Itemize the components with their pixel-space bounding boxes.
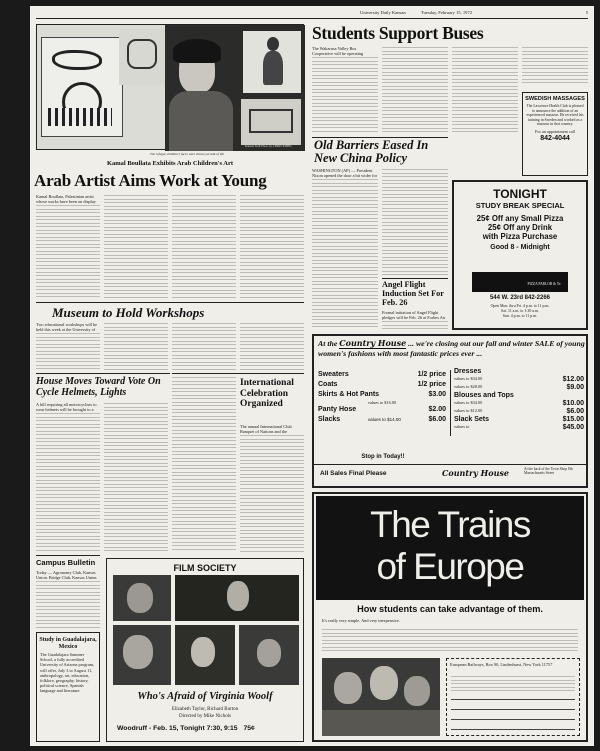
- arab-artist-col-2: [104, 194, 168, 298]
- photo-caption: Kamal Boullata Exhibits Arab Children's Art: [106, 160, 234, 167]
- angel-flight-headline: Angel Flight Induction Set For Feb. 26: [382, 280, 444, 307]
- ch-item-coats: Coats 1/2 price: [318, 381, 446, 388]
- intl-body-lead: The annual International Club Banquet of Nations and the: [240, 424, 292, 435]
- trains-coupon[interactable]: [446, 658, 580, 736]
- trains-body-lead: It's really very simple. And very inexpensive.: [322, 618, 400, 623]
- ch-dresses-price-2: values to $28.00 $9.00: [454, 384, 584, 391]
- children-art-drawing-bottom: [241, 99, 301, 145]
- guadalajara-ad: [36, 632, 100, 742]
- arab-artist-body-lead: Kamal Boullata, Palestinian artist whose works have been on display: [36, 194, 96, 205]
- swedish-title: SWEDISH MASSAGES: [525, 96, 585, 102]
- trains-title-panel: [316, 496, 584, 600]
- ch-stop-in: Stop in Today!!: [361, 454, 405, 460]
- children-art-drawing-left: [41, 37, 123, 137]
- masthead-rule: [36, 18, 588, 19]
- shakeys-deal-2: 25¢ Off any Drink: [487, 223, 553, 232]
- shakeys-open-1: Open Mon. thru Fri. 4 p.m. to 11 p.m.: [490, 304, 550, 308]
- ch-item-panty-hose: Panty Hose $2.00: [318, 406, 446, 414]
- trains-title-1: The Trains: [370, 504, 530, 545]
- campus-bulletin-body: Today — Agronomy Club, Kansas Union. Bridge Club, Kansas Union.: [36, 570, 98, 581]
- shakeys-deal-3: with Pizza Purchase: [482, 232, 558, 241]
- angel-flight-body: Formal initiation of Angel Flight pledges will be Feb. 26 at Forbes Air: [382, 310, 446, 321]
- artist-shoulders: [169, 91, 233, 151]
- guadalajara-body: The Guadalajara Summer School, a fully accredited University of Arizona program, will offer, July 3 to August 11, anthropology, art, education, folklore, geography, history, political science, Spanish language and literature.: [40, 652, 95, 694]
- museum-body-lead: Two educational workshops will be held this week at the University of: [36, 322, 98, 333]
- trains-coupon-address: European Railways, Box 90, Lindenhurst, New York 11757: [450, 662, 553, 667]
- arab-artist-col-3: [172, 194, 236, 298]
- film-society-ad: [106, 558, 304, 742]
- ch-blouses-price-1: values to $34.00 $10.00: [454, 400, 584, 407]
- masthead-paper: University Daily Kansan: [360, 10, 406, 15]
- swedish-phone: 842-4044: [540, 135, 570, 143]
- shakeys-tonight: TONIGHT: [493, 187, 547, 201]
- masthead-date: Tuesday, February 15, 1972: [420, 10, 473, 15]
- ch-dresses-price-1: values to $34.00 $12.00: [454, 376, 584, 383]
- ch-slack-sets: Slack Sets $15.00: [454, 416, 584, 423]
- ch-item-sweaters: Sweaters 1/2 price: [318, 371, 446, 378]
- trains-of-europe-ad: [312, 492, 588, 742]
- ch-item-slacks: Slacks values to $14.00 $6.00: [318, 416, 446, 424]
- children-art-drawing-top: [119, 29, 165, 85]
- film-showing: [117, 725, 301, 732]
- film-still-4: [175, 625, 235, 685]
- masthead-page-number: 5: [585, 10, 588, 15]
- country-house-ad: [312, 334, 588, 488]
- helmet-headline: House Moves Toward Vote On Cycle Helmets, Lights: [36, 376, 161, 398]
- ch-blouses-price-2: values to $12.00 $6.00: [454, 408, 584, 415]
- trains-subhead: How students can take advantage of them.: [357, 604, 543, 614]
- coupon-field-name[interactable]: [451, 699, 575, 700]
- arab-artist-col-1: [36, 204, 100, 298]
- museum-headline: Museum to Hold Workshops: [52, 305, 205, 320]
- country-house-logo: Country House: [339, 338, 407, 348]
- shakeys-event: STUDY BREAK SPECIAL: [475, 201, 565, 210]
- artist-hair: [173, 39, 221, 63]
- photo-credit: Kansan Staff Photo by CHRIS JOHNS: [245, 144, 292, 148]
- buses-body-lead: The Wakarusa Valley Bus Cooperative will be operating: [312, 46, 364, 57]
- shakeys-address: 544 W. 23rd 842-2266: [489, 295, 551, 301]
- shakeys-open-3: Sun. 4 p.m. to 11 p.m.: [502, 314, 538, 318]
- ch-location: At the back of the Town Shop 8th Massachusetts Street: [524, 467, 573, 476]
- ch-item-skirts: Skirts & Hot Pants $3.00: [318, 391, 446, 398]
- film-still-3: [113, 625, 171, 685]
- helmet-body-lead: A bill requiring all motorcyclists to wear helmets will be brought to a: [36, 402, 97, 413]
- masthead: [360, 10, 588, 15]
- country-house-left-list: [318, 370, 446, 425]
- shakeys-logo-text: SHAKEY'S: [476, 277, 522, 287]
- film-still-5: [239, 625, 299, 685]
- country-house-lead: [318, 339, 586, 358]
- film-price: 75¢: [243, 725, 255, 732]
- ch-skirts-value: values to $16.00: [367, 400, 397, 405]
- photo-note: The refugee children's faces were drawn yet talk of life: [150, 152, 225, 156]
- ch-dresses: Dresses: [454, 368, 482, 375]
- shakeys-hours: Good 8 - Midnight: [490, 244, 550, 251]
- coupon-field-school[interactable]: [451, 729, 575, 730]
- trains-title-2: of Europe: [376, 546, 524, 587]
- swedish-body: The Lawrence Health Club is pleased to announce the addition of an experienced masseur. He received his training in Sweden and worked as a masseur in that country.: [526, 104, 584, 127]
- china-dateline: WASHINGTON (AP) — President Nixon opened the door a bit wider for: [312, 168, 378, 179]
- country-house-lead-post: ... we're closing out our fall and winter SALE of young women's fashions with most fantastic prices ever ...: [318, 339, 585, 358]
- guadalajara-title: Study in Guadalajara, Mexico: [39, 637, 97, 650]
- arab-artist-col-4: [240, 194, 304, 298]
- campus-bulletin-title: Campus Bulletin: [36, 558, 96, 567]
- coupon-field-address[interactable]: [451, 709, 575, 710]
- ch-final-sale: All Sales Final Please: [320, 470, 387, 477]
- ch-blouses: Blouses and Tops: [454, 392, 514, 399]
- film-still-1: [113, 575, 171, 621]
- arab-artist-headline: Arab Artist Aims Work at Young: [34, 171, 267, 190]
- art-exhibit-photo: [36, 24, 304, 150]
- ch-slack-sets-value: values to $45.00: [454, 424, 584, 431]
- newspaper-page: [30, 6, 594, 746]
- shakeys-logo-sub: PIZZA PARLOR & Ye Public house: [472, 282, 561, 304]
- buses-headline: Students Support Buses: [312, 23, 484, 43]
- china-headline: Old Barriers Eased In New China Policy: [314, 138, 429, 165]
- film-title: Who's Afraid of Virginia Woolf: [137, 691, 273, 702]
- country-house-right-list: [454, 368, 584, 432]
- film-director: Directed by Mike Nichols: [178, 714, 232, 719]
- trains-photo: [322, 658, 440, 736]
- film-society-header: FILM SOCIETY: [173, 563, 237, 573]
- shakeys-ad: [452, 180, 588, 330]
- swedish-call: For an appointment call: [535, 128, 575, 134]
- country-house-lead-pre: At the: [318, 339, 338, 348]
- ch-logo-footer: Country House: [442, 468, 509, 478]
- film-still-2: [175, 575, 299, 621]
- shakeys-deal-1: 25¢ Off any Small Pizza: [476, 214, 564, 223]
- swedish-massages-ad: [522, 92, 588, 176]
- coupon-field-city[interactable]: [451, 719, 575, 720]
- children-art-drawing-right: [243, 31, 301, 93]
- film-showing-time: Woodruff - Feb. 15, Tonight 7:30, 9:15: [117, 725, 238, 732]
- shakeys-open-2: Sat. 11 a.m. to 1:30 a.m.: [501, 309, 539, 313]
- film-stars: Elizabeth Taylor, Richard Burton: [171, 707, 239, 712]
- intl-headline: International Celebration Organized: [240, 378, 294, 409]
